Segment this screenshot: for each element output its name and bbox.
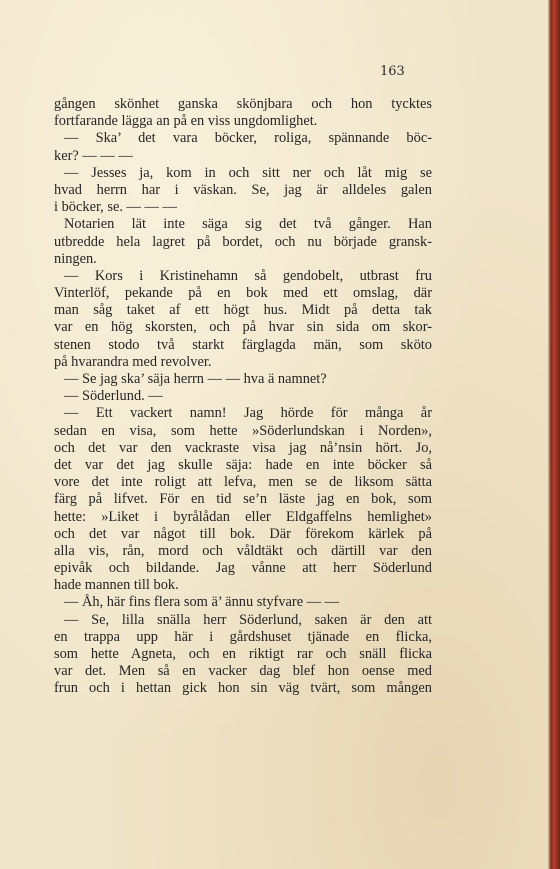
- text-line: hette: »Liket i byrålådan eller Eldgaffelns hemlighet»: [54, 508, 432, 525]
- text-line: gången skönhet ganska skönjbara och hon tycktes: [54, 96, 432, 112]
- text-line: — Jesses ja, kom in och sitt ner och låt mig se: [64, 164, 432, 181]
- text-line: hvad herrn har i väskan. Se, jag är alldeles galen: [54, 181, 432, 198]
- text-line: som hette Agneta, och en riktigt rar och snäll flicka: [54, 646, 432, 662]
- text-line: epivåk och bildande. Jag vånne att herr Söderlund: [54, 560, 432, 577]
- text-line: och det var något till bok. Där förekom kärlek på: [54, 525, 432, 542]
- text-line: man såg taket af ett högt hus. Midt på detta tak: [54, 302, 432, 319]
- text-line: stenen stodo två starkt färglagda män, som sköto: [54, 336, 432, 353]
- text-line: färg på lifvet. För en tid se’n läste jag en bok, som: [54, 491, 432, 508]
- text-line: — Åh, här fins flera som ä’ ännu styfvare — —: [64, 594, 340, 611]
- text-line: — Kors i Kristinehamn så gendobelt, utbrast fru: [64, 267, 432, 284]
- text-line: var det. Men så en vacker dag blef hon oense med: [54, 663, 432, 680]
- text-line: ker? — — —: [54, 147, 133, 164]
- text-line: på hvarandra med revolver.: [54, 353, 212, 370]
- page-edge: [548, 0, 560, 869]
- text-line: — Se, lilla snälla herr Söderlund, saken är den att: [64, 611, 432, 628]
- text-line: — Söderlund. —: [64, 388, 163, 405]
- text-line: var en hög skorsten, och på hvar sin sida om skor-: [54, 319, 432, 336]
- text-line: en trappa upp här i gårdshuset tjänade en flicka,: [54, 628, 432, 645]
- text-line: — Ska’ det vara böcker, roliga, spännande böc-: [64, 130, 432, 147]
- page-number: 163: [380, 64, 405, 79]
- text-line: — Se jag ska’ säja herrn — — hva ä namnet?: [64, 371, 327, 387]
- body-text: [54, 96, 432, 698]
- text-line: Vinterlöf, pekande på en bok med ett omslag, där: [54, 285, 432, 302]
- text-line: ningen.: [54, 250, 97, 267]
- text-line: det var det jag skulle säja: hade en inte böcker så: [54, 456, 432, 473]
- text-line: vore det inte roligt att lefva, men se de liksom sätta: [54, 474, 432, 491]
- text-line: hade mannen till bok.: [54, 577, 179, 594]
- text-line: sedan en visa, som hette »Söderlundskan i Norden»,: [54, 422, 432, 439]
- text-line: och det var den vackraste visa jag nå’nsin hört. Jo,: [54, 439, 432, 456]
- text-line: i böcker, se. — — —: [54, 199, 177, 216]
- text-line: alla vis, rån, mord och våldtäkt och därtill var den: [54, 542, 432, 559]
- text-line: Notarien lät inte säga sig det två gånger. Han: [64, 216, 432, 233]
- text-line: utbredde hela lagret på bordet, och nu började gransk-: [54, 233, 432, 250]
- text-line: — Ett vackert namn! Jag hörde för många år: [64, 405, 432, 422]
- text-line: fortfarande lägga an på en viss ungdomlighet.: [54, 113, 318, 130]
- text-line: frun och i hettan gick hon sin väg tvärt, som mången: [54, 680, 432, 697]
